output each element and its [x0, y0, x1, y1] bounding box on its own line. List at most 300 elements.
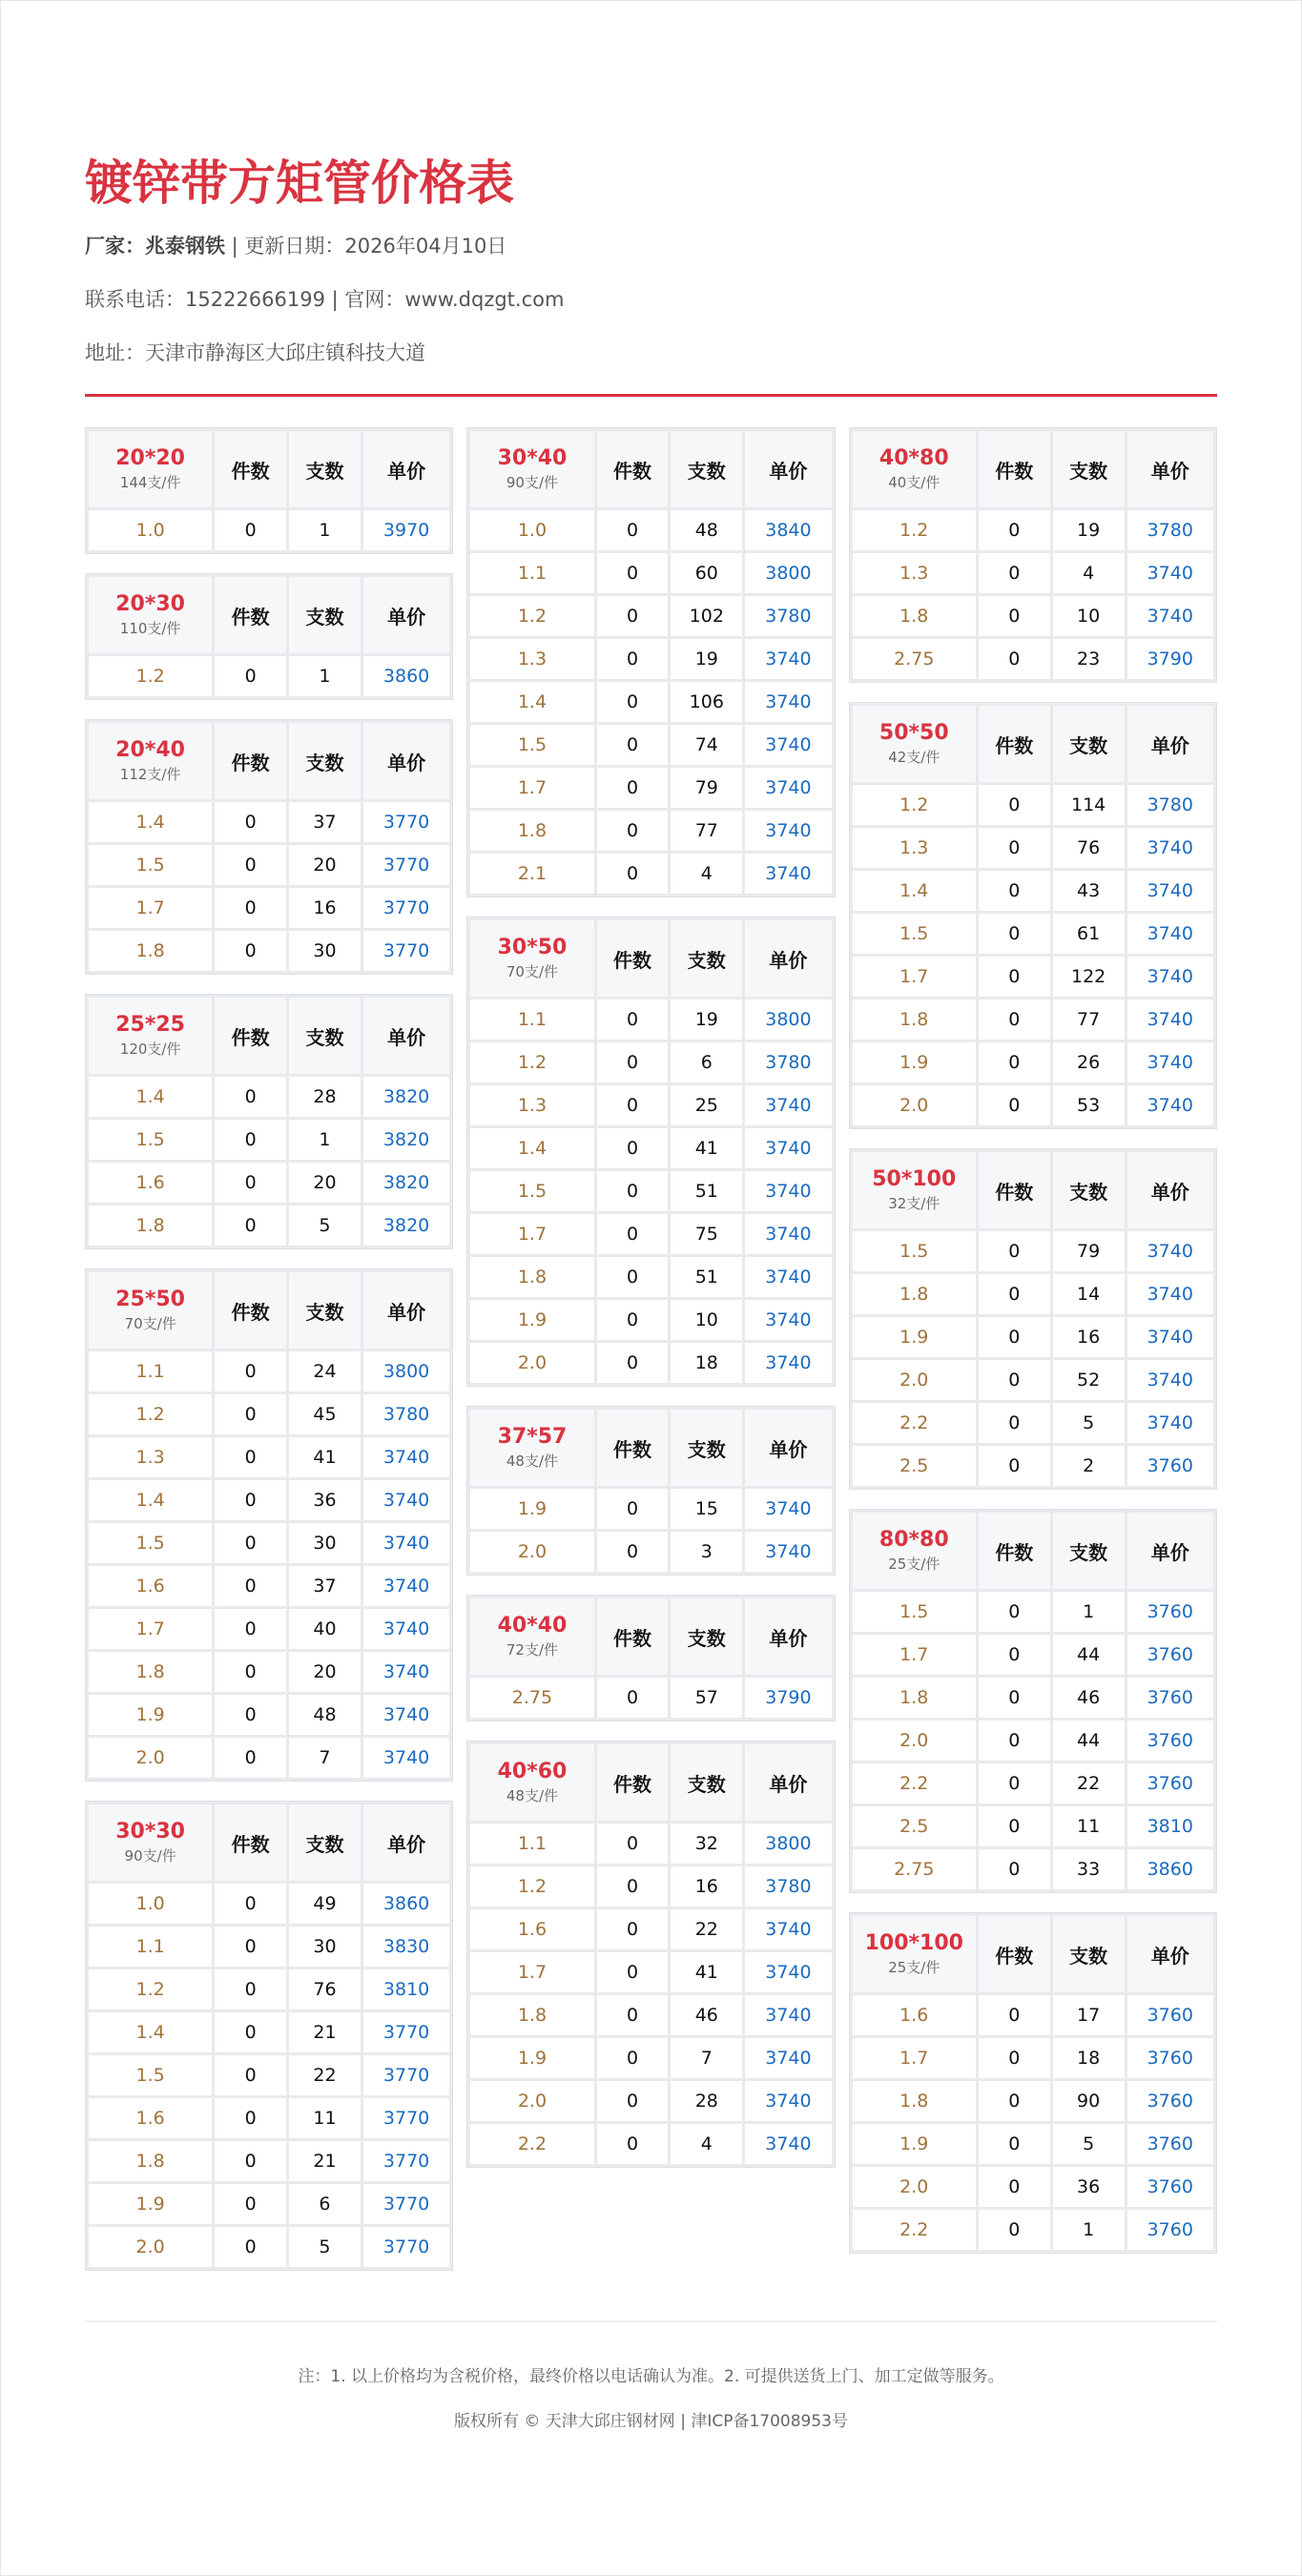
spec-size: 50*50	[878, 721, 949, 745]
thickness-cell: 1.5	[853, 1231, 976, 1271]
pieces-cell: 0	[215, 1394, 286, 1434]
pieces-cell: 0	[597, 1532, 669, 1572]
price-cell: 3780	[745, 1042, 831, 1082]
table-header	[89, 1804, 449, 1881]
table-row	[470, 1489, 831, 1529]
price-cell: 3770	[363, 845, 449, 885]
table-row	[470, 725, 831, 765]
price-cell: 3760	[1127, 2210, 1213, 2250]
thickness-cell: 1.5	[470, 725, 593, 765]
pieces-cell: 0	[979, 1085, 1050, 1125]
price-table	[85, 1801, 453, 2271]
count-cell: 40	[289, 1609, 361, 1649]
price-cell: 3840	[745, 510, 831, 550]
thickness-cell: 1.1	[470, 1824, 593, 1864]
count-cell: 33	[1053, 1849, 1125, 1889]
thickness-cell: 2.2	[853, 1763, 976, 1803]
price-table	[466, 1595, 835, 1721]
count-cell: 44	[1053, 1721, 1125, 1761]
thickness-cell: 1.8	[853, 2081, 976, 2121]
table-row	[853, 2210, 1213, 2250]
thickness-cell: 1.7	[470, 1952, 593, 1992]
thickness-cell: 1.1	[470, 999, 593, 1040]
count-cell: 6	[671, 1042, 742, 1082]
column-header: 单价	[1127, 1513, 1213, 1589]
table-row	[470, 1678, 831, 1718]
column-header: 支数	[289, 431, 361, 507]
count-cell: 122	[1053, 957, 1125, 997]
thickness-cell: 2.0	[89, 1738, 212, 1778]
pieces-per-bundle: 42支/件	[888, 749, 940, 766]
table-header	[89, 577, 449, 653]
column-header: 件数	[979, 1152, 1050, 1228]
pieces-cell: 0	[597, 1300, 669, 1340]
price-cell: 3740	[1127, 1085, 1213, 1125]
pieces-cell: 0	[597, 811, 669, 851]
table-row	[470, 639, 831, 679]
count-cell: 16	[671, 1866, 742, 1906]
thickness-cell: 1.2	[89, 1394, 212, 1434]
table-header	[89, 998, 449, 1074]
table-row	[853, 1317, 1213, 1357]
table-row	[470, 1824, 831, 1864]
price-table	[466, 917, 835, 1387]
column-header: 单价	[1127, 1152, 1213, 1228]
column-header: 单价	[363, 577, 449, 653]
table-header	[853, 1152, 1213, 1228]
thickness-cell: 1.4	[470, 1128, 593, 1168]
count-cell: 19	[1053, 510, 1125, 550]
thickness-cell: 2.75	[853, 639, 976, 679]
table-header	[89, 1272, 449, 1349]
price-cell: 3830	[363, 1927, 449, 1967]
count-cell: 1	[289, 510, 361, 550]
table-column	[849, 427, 1217, 2254]
thickness-cell: 1.2	[853, 510, 976, 550]
table-row	[89, 1480, 449, 1520]
pieces-cell: 0	[979, 785, 1050, 825]
count-cell: 51	[671, 1171, 742, 1211]
price-table	[466, 427, 835, 897]
pieces-cell: 0	[979, 2081, 1050, 2121]
thickness-cell: 1.4	[89, 802, 212, 842]
table-row	[89, 1927, 449, 1967]
column-header: 件数	[215, 1272, 286, 1349]
table-header	[470, 920, 831, 997]
thickness-cell: 1.8	[853, 596, 976, 636]
price-cell: 3740	[363, 1437, 449, 1477]
thickness-cell: 2.75	[470, 1678, 593, 1718]
pieces-cell: 0	[597, 1343, 669, 1383]
price-table	[85, 994, 453, 1249]
count-cell: 11	[1053, 1806, 1125, 1846]
table-row	[853, 1274, 1213, 1314]
price-cell: 3740	[745, 1909, 831, 1949]
thickness-cell: 1.9	[853, 2124, 976, 2164]
count-cell: 26	[1053, 1042, 1125, 1082]
count-cell: 41	[671, 1952, 742, 1992]
thickness-cell: 2.75	[853, 1849, 976, 1889]
count-cell: 16	[1053, 1317, 1125, 1357]
price-cell: 3860	[363, 656, 449, 696]
price-cell: 3740	[745, 2081, 831, 2121]
count-cell: 79	[1053, 1231, 1125, 1271]
price-cell: 3780	[1127, 510, 1213, 550]
maker-label: 厂家：	[85, 235, 145, 258]
column-header: 支数	[1053, 1152, 1125, 1228]
table-row	[89, 845, 449, 885]
price-cell: 3740	[745, 768, 831, 808]
price-cell: 3740	[1127, 1317, 1213, 1357]
count-cell: 21	[289, 2012, 361, 2052]
price-cell: 3770	[363, 2141, 449, 2181]
pieces-cell: 0	[597, 1995, 669, 2035]
count-cell: 17	[1053, 1995, 1125, 2035]
pieces-cell: 0	[597, 1866, 669, 1906]
thickness-cell: 1.4	[853, 871, 976, 911]
price-cell: 3740	[745, 1128, 831, 1168]
table-header	[470, 431, 831, 507]
table-row	[89, 802, 449, 842]
price-cell: 3740	[745, 1343, 831, 1383]
pieces-cell: 0	[215, 1884, 286, 1924]
thickness-cell: 1.2	[89, 656, 212, 696]
column-header: 单价	[1127, 1916, 1213, 1992]
price-cell: 3740	[1127, 828, 1213, 868]
pieces-cell: 0	[215, 1351, 286, 1391]
table-row	[470, 768, 831, 808]
price-cell: 3760	[1127, 2167, 1213, 2207]
table-row	[89, 2141, 449, 2181]
price-cell: 3780	[745, 1866, 831, 1906]
price-cell: 3770	[363, 2012, 449, 2052]
page	[1, 1, 1301, 2431]
price-cell: 3740	[1127, 1403, 1213, 1443]
column-header: 件数	[597, 431, 669, 507]
price-cell: 3820	[363, 1206, 449, 1246]
thickness-cell: 1.2	[89, 1969, 212, 2009]
price-cell: 3760	[1127, 2038, 1213, 2078]
pieces-cell: 0	[215, 1927, 286, 1967]
table-row	[470, 1171, 831, 1211]
table-row	[853, 1085, 1213, 1125]
pieces-cell: 0	[979, 1231, 1050, 1271]
thickness-cell: 2.0	[853, 1085, 976, 1125]
pieces-cell: 0	[597, 1489, 669, 1529]
column-header: 支数	[289, 723, 361, 799]
count-cell: 11	[289, 2098, 361, 2138]
pieces-per-bundle: 40支/件	[888, 474, 940, 491]
count-cell: 43	[1053, 871, 1125, 911]
pieces-per-bundle: 70支/件	[124, 1315, 176, 1332]
pieces-cell: 0	[979, 2124, 1050, 2164]
table-row	[89, 2227, 449, 2267]
price-cell: 3740	[745, 1489, 831, 1529]
column-header: 单价	[745, 920, 831, 997]
thickness-cell: 1.5	[853, 914, 976, 954]
count-cell: 4	[1053, 553, 1125, 593]
pieces-cell: 0	[597, 1824, 669, 1864]
pieces-cell: 0	[215, 2227, 286, 2267]
count-cell: 90	[1053, 2081, 1125, 2121]
pieces-cell: 0	[215, 1609, 286, 1649]
column-header: 支数	[671, 920, 742, 997]
pieces-per-bundle: 32支/件	[888, 1195, 940, 1212]
price-cell: 3740	[745, 811, 831, 851]
count-cell: 41	[671, 1128, 742, 1168]
thickness-cell: 2.5	[853, 1446, 976, 1486]
column-header: 支数	[671, 1744, 742, 1821]
price-cell: 3820	[363, 1077, 449, 1117]
spec-size: 25*25	[115, 1013, 185, 1037]
table-row	[853, 1360, 1213, 1400]
table-row	[853, 1446, 1213, 1486]
column-header: 件数	[215, 1804, 286, 1881]
table-row	[470, 1995, 831, 2035]
table-row	[853, 510, 1213, 550]
column-header: 单价	[363, 431, 449, 507]
pieces-cell: 0	[979, 1635, 1050, 1675]
price-cell: 3800	[745, 553, 831, 593]
pieces-cell: 0	[215, 1523, 286, 1563]
price-cell: 3770	[363, 931, 449, 971]
spec-header	[89, 1272, 212, 1349]
thickness-cell: 1.9	[470, 2038, 593, 2078]
pieces-cell: 0	[597, 553, 669, 593]
spec-size: 37*57	[497, 1425, 568, 1449]
table-row	[470, 2081, 831, 2121]
pieces-cell: 0	[597, 1952, 669, 1992]
table-header	[89, 723, 449, 799]
count-cell: 14	[1053, 1274, 1125, 1314]
price-cell: 3820	[363, 1163, 449, 1203]
spec-header	[853, 706, 976, 782]
pieces-per-bundle: 90支/件	[124, 1847, 176, 1865]
count-cell: 5	[289, 1206, 361, 1246]
count-cell: 10	[671, 1300, 742, 1340]
table-row	[89, 510, 449, 550]
thickness-cell: 1.5	[853, 1592, 976, 1632]
count-cell: 25	[671, 1085, 742, 1125]
count-cell: 48	[289, 1695, 361, 1735]
price-cell: 3740	[745, 1214, 831, 1254]
column-header: 件数	[597, 1744, 669, 1821]
count-cell: 61	[1053, 914, 1125, 954]
price-cell: 3770	[363, 2055, 449, 2095]
thickness-cell: 1.8	[853, 999, 976, 1040]
thickness-cell: 2.0	[853, 2167, 976, 2207]
thickness-cell: 1.4	[89, 1480, 212, 1520]
thickness-cell: 2.1	[470, 854, 593, 894]
pieces-cell: 0	[215, 2141, 286, 2181]
pieces-cell: 0	[979, 1763, 1050, 1803]
price-cell: 3770	[363, 2227, 449, 2267]
price-cell: 3760	[1127, 1592, 1213, 1632]
pieces-cell: 0	[215, 1163, 286, 1203]
count-cell: 30	[289, 931, 361, 971]
table-row	[470, 1042, 831, 1082]
pieces-cell: 0	[979, 1678, 1050, 1718]
thickness-cell: 2.0	[853, 1721, 976, 1761]
price-cell: 3820	[363, 1120, 449, 1160]
pieces-cell: 0	[979, 510, 1050, 550]
price-cell: 3740	[1127, 1042, 1213, 1082]
price-cell: 3970	[363, 510, 449, 550]
table-row	[89, 1969, 449, 2009]
pieces-cell: 0	[215, 845, 286, 885]
price-cell: 3740	[363, 1609, 449, 1649]
spec-size: 30*30	[115, 1820, 185, 1844]
spec-size: 80*80	[878, 1528, 949, 1552]
table-row	[470, 1532, 831, 1572]
spec-size: 40*80	[878, 446, 949, 470]
contact-info: 联系电话：15222666199 | 官网：www.dqzgt.com	[85, 288, 565, 311]
pieces-cell: 0	[979, 914, 1050, 954]
spec-header	[853, 1513, 976, 1589]
count-cell: 51	[671, 1257, 742, 1297]
count-cell: 1	[1053, 1592, 1125, 1632]
price-cell: 3740	[363, 1738, 449, 1778]
price-cell: 3740	[745, 1532, 831, 1572]
count-cell: 18	[1053, 2038, 1125, 2078]
price-cell: 3740	[1127, 871, 1213, 911]
price-cell: 3770	[363, 888, 449, 928]
table-row	[853, 1231, 1213, 1271]
thickness-cell: 1.6	[89, 2098, 212, 2138]
column-header: 单价	[745, 1410, 831, 1486]
price-cell: 3810	[1127, 1806, 1213, 1846]
table-header	[89, 431, 449, 507]
table-row	[853, 1763, 1213, 1803]
table-row	[89, 1884, 449, 1924]
spec-header	[470, 431, 593, 507]
page-title: 镀锌带方矩管价格表	[85, 155, 514, 211]
footer-note: 注：1. 以上价格均为含税价格，最终价格以电话确认为准。2. 可提供送货上门、加工定做等服务。	[298, 2367, 1004, 2386]
spec-size: 20*40	[115, 738, 185, 762]
price-cell: 3740	[363, 1523, 449, 1563]
count-cell: 5	[1053, 1403, 1125, 1443]
spec-header	[470, 1410, 593, 1486]
pieces-cell: 0	[215, 1480, 286, 1520]
price-cell: 3760	[1127, 1635, 1213, 1675]
pieces-cell: 0	[597, 1678, 669, 1718]
table-row	[89, 2184, 449, 2224]
pieces-cell: 0	[597, 639, 669, 679]
thickness-cell: 1.2	[470, 596, 593, 636]
pieces-cell: 0	[215, 510, 286, 550]
thickness-cell: 1.3	[853, 553, 976, 593]
spec-header	[89, 723, 212, 799]
count-cell: 77	[671, 811, 742, 851]
column-header: 件数	[215, 431, 286, 507]
pieces-cell: 0	[597, 1128, 669, 1168]
thickness-cell: 1.6	[470, 1909, 593, 1949]
spec-header	[470, 1744, 593, 1821]
table-header	[853, 431, 1213, 507]
pieces-cell: 0	[215, 1206, 286, 1246]
thickness-cell: 1.9	[89, 1695, 212, 1735]
column-header: 件数	[215, 723, 286, 799]
count-cell: 30	[289, 1927, 361, 1967]
pieces-cell: 0	[979, 639, 1050, 679]
table-row	[89, 656, 449, 696]
spec-header	[470, 920, 593, 997]
price-table	[466, 1741, 835, 2168]
count-cell: 7	[289, 1738, 361, 1778]
table-row	[853, 2038, 1213, 2078]
table-row	[470, 682, 831, 722]
price-cell: 3740	[1127, 553, 1213, 593]
count-cell: 1	[289, 1120, 361, 1160]
count-cell: 57	[671, 1678, 742, 1718]
table-row	[853, 1806, 1213, 1846]
table-row	[470, 854, 831, 894]
price-cell: 3760	[1127, 1721, 1213, 1761]
pieces-cell: 0	[597, 854, 669, 894]
spec-size: 30*40	[497, 446, 568, 470]
price-cell: 3740	[1127, 957, 1213, 997]
spec-header	[89, 1804, 212, 1881]
table-row	[853, 871, 1213, 911]
pieces-cell: 0	[215, 656, 286, 696]
thickness-cell: 1.4	[89, 1077, 212, 1117]
price-cell: 3860	[363, 1884, 449, 1924]
count-cell: 74	[671, 725, 742, 765]
pieces-cell: 0	[979, 1403, 1050, 1443]
count-cell: 2	[1053, 1446, 1125, 1486]
pieces-cell: 0	[979, 1446, 1050, 1486]
pieces-cell: 0	[597, 1042, 669, 1082]
column-header: 件数	[979, 431, 1050, 507]
column-header: 单价	[745, 1598, 831, 1675]
table-row	[853, 785, 1213, 825]
pieces-per-bundle: 25支/件	[888, 1959, 940, 1976]
count-cell: 76	[1053, 828, 1125, 868]
pieces-per-bundle: 112支/件	[119, 766, 181, 783]
count-cell: 32	[671, 1824, 742, 1864]
thickness-cell: 1.4	[89, 2012, 212, 2052]
price-cell: 3740	[745, 2038, 831, 2078]
count-cell: 23	[1053, 639, 1125, 679]
pieces-per-bundle: 48支/件	[506, 1453, 559, 1470]
table-row	[89, 1120, 449, 1160]
table-row	[470, 1866, 831, 1906]
count-cell: 28	[671, 2081, 742, 2121]
price-cell: 3800	[745, 1824, 831, 1864]
pieces-cell: 0	[597, 1257, 669, 1297]
column-header: 单价	[745, 1744, 831, 1821]
count-cell: 37	[289, 802, 361, 842]
price-cell: 3770	[363, 2184, 449, 2224]
table-row	[470, 2124, 831, 2164]
thickness-cell: 1.8	[89, 2141, 212, 2181]
footer-copyright: 版权所有 © 天津大邱庄钢材网 | 津ICP备17008953号	[453, 2412, 848, 2431]
price-tables	[85, 427, 1217, 2271]
price-cell: 3740	[745, 2124, 831, 2164]
price-cell: 3740	[363, 1480, 449, 1520]
pieces-cell: 0	[597, 510, 669, 550]
pieces-cell: 0	[597, 2038, 669, 2078]
table-row	[470, 1300, 831, 1340]
count-cell: 53	[1053, 1085, 1125, 1125]
thickness-cell: 2.2	[470, 2124, 593, 2164]
spec-size: 100*100	[864, 1931, 963, 1955]
count-cell: 3	[671, 1532, 742, 1572]
price-cell: 3790	[745, 1678, 831, 1718]
thickness-cell: 2.0	[470, 1343, 593, 1383]
pieces-cell: 0	[979, 1042, 1050, 1082]
thickness-cell: 1.9	[853, 1042, 976, 1082]
